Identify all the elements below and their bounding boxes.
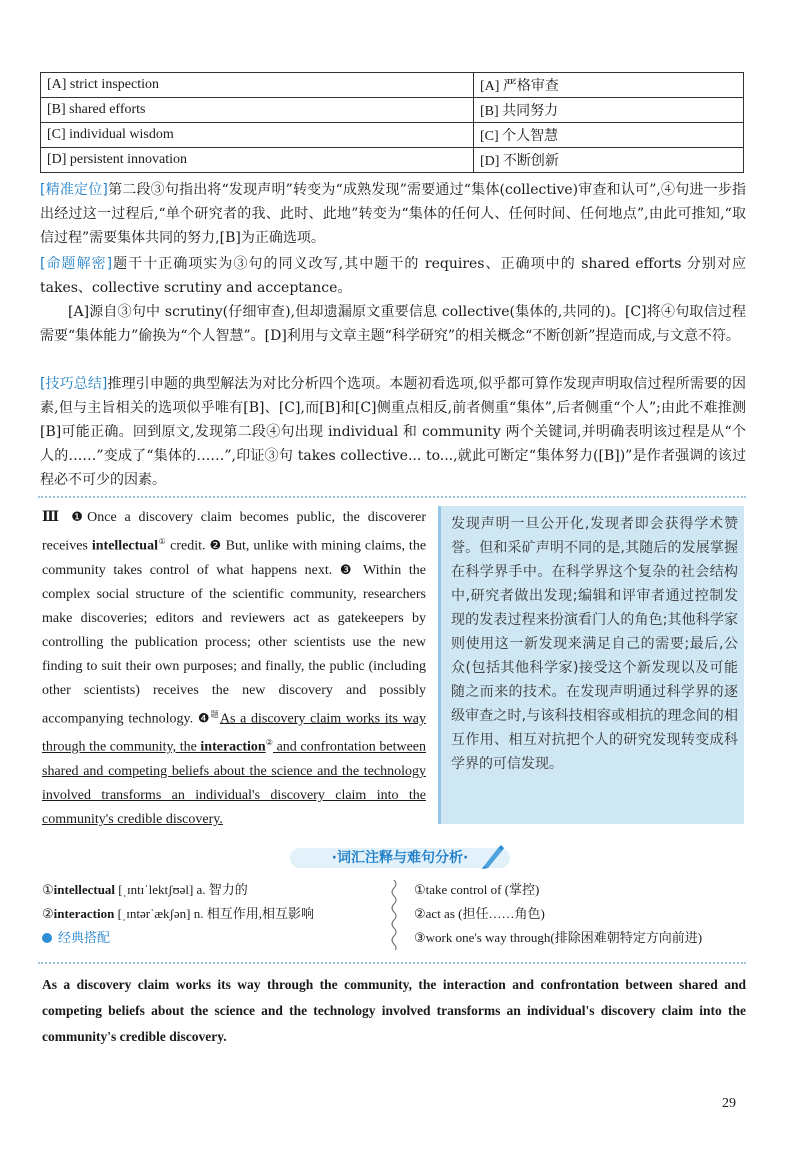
vocab-section-title: ·词汇注释与难句分析· xyxy=(290,845,510,871)
divider xyxy=(38,496,746,498)
bullet-icon xyxy=(42,933,52,943)
footnote-mark: ② xyxy=(265,738,274,748)
explanation-distractors xyxy=(40,300,746,348)
vocab-entry: ①intellectual [ˌɪntɪˈlektʃʊəl] a. 智力的 xyxy=(42,882,248,897)
tag-proposition-decode: [命题解密] xyxy=(40,256,113,272)
page-number: 29 xyxy=(722,1096,736,1111)
vocab-entry: ②interaction [ˌɪntərˈækʃən] n. 相互作用,相互影响 xyxy=(42,906,314,921)
difficult-sentence: As a discovery claim works its way through the community, the interaction and confrontation between shared and competing beliefs about the science and the technology involved transforms an individual's discovery claim into the community's credible discovery. xyxy=(42,977,746,1044)
question-mark: 题 xyxy=(210,709,220,719)
sentence-text: But, unlike with mining claims, the community takes control of what happens next. xyxy=(42,538,427,578)
sentence-text-underlined: As a discovery claim works its way through the community, the xyxy=(42,711,427,755)
sentence-text-underlined: and confrontation between shared and competing beliefs about the science and the technology involved transforms an individual's discovery claim into the community's credible discovery. xyxy=(42,739,427,827)
explanation-text: 题干十正确项实为③句的同义改写,其中题干的 requires、正确项中的 shared efforts 分别对应 takes、collective scrutiny and acceptance。 xyxy=(40,256,746,296)
vocab-word: interaction xyxy=(200,739,266,755)
option-row xyxy=(41,148,744,173)
sentence-marker: ❶ xyxy=(71,510,88,525)
vocab-word: intellectual xyxy=(91,538,158,554)
sentence-marker: ❹ xyxy=(197,711,211,727)
options-table xyxy=(40,72,744,173)
option-row xyxy=(41,98,744,123)
tag-skill-summary: [技巧总结] xyxy=(40,376,108,392)
option-zh: [A] 严格审查 xyxy=(474,73,744,98)
sentence-marker: ❸ xyxy=(339,562,356,578)
option-row xyxy=(41,123,744,148)
explanation-text: 推理引申题的典型解法为对比分析四个选项。本题初看选项,似乎都可算作发现声明取信过程所需要的因素,但与主旨相关的选项似乎唯有[B]、[C],而[B]和[C]侧重点相反,前者侧重“集体”,后者侧重“个人”;由此不难推测[B]可能正确。回到原文,发现第二段④句出现 individual 和 community 两个关键词,并明确表明该过程是从“个人的……”变成了“集体的……”,印证③句 takes collective... to...,就此可断定“集体努力([B])”是作者强调的该过程必不可少的因素。 xyxy=(40,376,746,488)
passage-paragraph xyxy=(42,506,426,832)
pen-icon xyxy=(478,842,506,870)
option-zh: [D] 不断创新 xyxy=(474,148,744,173)
sentence-marker: ❷ xyxy=(209,538,222,554)
translation-box: 发现声明一旦公开化,发现者即会获得学术赞誉。但和采矿声明不同的是,其随后的发展掌握在科学界手中。在科学界这个复杂的社会结构中,研究者做出发现;编辑和评审者通过控制发现的发表过程来扮演看门人的角色;其他科学家则使用这一新发现来满足自己的需要;最后,公众(包括其他科学家)接受这个新发现以及可能随之而来的技术。在发现声明通过科学界的逐级审查之时,与该科技相容或相抗的理念间的相互作用、相互对抗把个人的研究发现转变成科学界的可信发现。 xyxy=(438,506,744,824)
explanation-decode xyxy=(40,252,746,300)
option-row xyxy=(41,73,744,98)
sentence-text: Within the complex social structure of the scientific community, researchers make discoveries; editors and reviewers act as gatekeepers by controlling the publication process; other scientists use the new finding to suit their own purposes; and finally, the public (including other scientists) receives the new discovery and possibly accompanying technology. xyxy=(42,562,426,727)
divider xyxy=(38,962,746,964)
option-en: [D] persistent innovation xyxy=(41,148,474,173)
explanation-skill xyxy=(40,372,746,492)
sentence-text: credit. xyxy=(166,538,206,554)
collocation-list xyxy=(414,878,754,950)
explanation-text: 第二段③句指出将“发现声明”转变为“成熟发现”需要通过“集体(collective)审查和认可”,④句进一步指出经过这一过程后,“单个研究者的我、此时、此地”转变为“集体的任何人、任何时间、任何地点”,由此可推知,“取信过程”需要集体共同的努力,[B]为正确选项。 xyxy=(40,182,746,246)
footnote-mark: ① xyxy=(157,537,167,546)
tag-precise-location: [精准定位] xyxy=(40,182,108,198)
paragraph-number: Ⅲ xyxy=(42,510,64,525)
option-zh: [C] 个人智慧 xyxy=(474,123,744,148)
option-zh: [B] 共同努力 xyxy=(474,98,744,123)
vocab-notes xyxy=(42,878,392,951)
explanation-text: [A]源自③句中 scrutiny(仔细审查),但却遗漏原文重要信息 collective(集体的,共同的)。[C]将④句取信过程需要“集体能力”偷换为“个人智慧”。[D]利用与文章主题“科学研究”的相关概念“不断创新”捏造而成,与文意不符。 xyxy=(40,304,746,344)
collocation-item: ③work one's way through(排除困难朝特定方向前进) xyxy=(414,930,703,945)
collocation-heading: 经典搭配 xyxy=(42,926,392,951)
sentence-text: Once a discovery claim becomes public, the discoverer receives xyxy=(42,510,426,554)
option-en: [C] individual wisdom xyxy=(41,123,474,148)
option-en: [A] strict inspection xyxy=(41,73,474,98)
collocation-item: ②act as (担任……角色) xyxy=(414,906,545,921)
explanation-precise xyxy=(40,178,746,250)
squiggle-divider xyxy=(386,880,402,950)
collocation-item: ①take control of (掌控) xyxy=(414,882,540,897)
option-en: [B] shared efforts xyxy=(41,98,474,123)
